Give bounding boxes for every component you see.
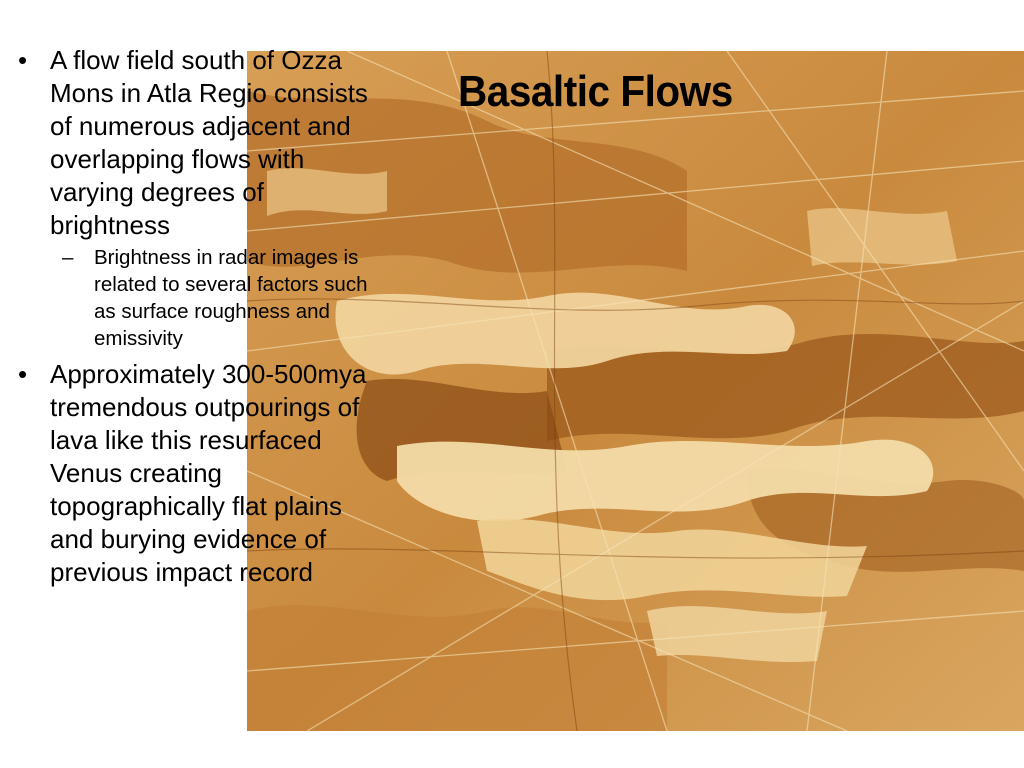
bullet-marker: • [18,45,28,75]
bullet-item [18,358,390,589]
bullet-text: Approximately 300-500mya tremendous outpourings of lava like this resurfaced Venus creating topographically flat plains and burying evidence of previous impact record [50,359,367,587]
sub-bullet-item [18,244,390,352]
bullet-item [18,44,390,242]
sub-bullet-marker: – [62,246,74,269]
sub-bullet-text: Brightness in radar images is related to several factors such as surface roughness and emissivity [94,246,368,350]
bullet-text: A flow field south of Ozza Mons in Atla Regio consists of numerous adjacent and overlapping flows with varying degrees of brightness [50,45,368,240]
bullet-marker: • [18,359,28,389]
bullet-list [18,44,390,589]
slide-title: Basaltic Flows [458,67,733,116]
